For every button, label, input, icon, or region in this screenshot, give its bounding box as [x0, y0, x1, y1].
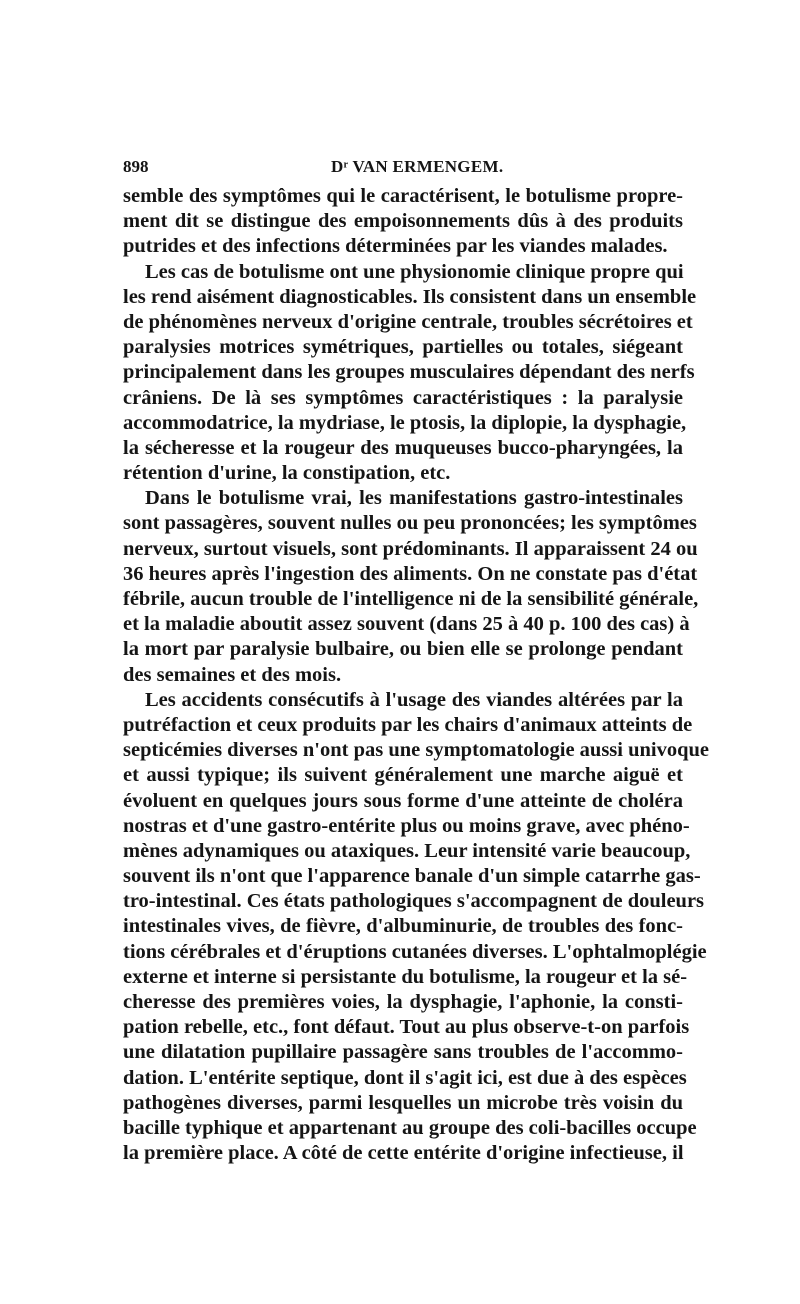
- text-line: principalement dans les groupes musculaires dépendant des nerfs: [123, 361, 695, 384]
- page-number: 898: [123, 157, 149, 176]
- text-line: nostras et d'une gastro-entérite plus ou moins grave, avec phéno-: [123, 814, 690, 837]
- text-line: intestinales vives, de fièvre, d'albuminurie, de troubles des fonc-: [123, 915, 683, 938]
- text-line: 36 heures après l'ingestion des aliments. On ne constate pas d'état: [123, 562, 698, 585]
- text-line: et aussi typique; ils suivent généralement une marche aiguë et: [123, 764, 683, 787]
- text-line: des semaines et des mois.: [123, 663, 342, 686]
- text-line: une dilatation pupillaire passagère sans troubles de l'accommo-: [123, 1041, 683, 1064]
- text-line: la mort par paralysie bulbaire, ou bien elle se prolonge pendant: [123, 638, 683, 661]
- text-line: la première place. A côté de cette entérite d'origine infectieuse, il: [123, 1142, 684, 1165]
- text-line: putrides et des infections déterminées par les viandes malades.: [123, 235, 668, 258]
- text-line: de phénomènes nerveux d'origine centrale, troubles sécrétoires et: [123, 310, 693, 333]
- text-line: paralysies motrices symétriques, partielles ou totales, siégeant: [123, 336, 683, 359]
- paragraph: [123, 260, 697, 487]
- text-line: les rend aisément diagnosticables. Ils consistent dans un ensemble: [123, 285, 697, 308]
- text-line: putréfaction et ceux produits par les chairs d'animaux atteints de: [123, 713, 693, 736]
- text-line: cheresse des premières voies, la dysphagie, l'aphonie, la consti-: [123, 991, 683, 1013]
- text-line: souvent ils n'ont que l'apparence banale d'un simple catarrhe gas-: [123, 865, 701, 888]
- paragraph: [123, 184, 683, 260]
- text-line: mènes adynamiques ou ataxiques. Leur intensité varie beaucoup,: [123, 839, 691, 862]
- text-line: fébrile, aucun trouble de l'intelligence ni de la sensibilité générale,: [123, 588, 699, 610]
- text-line: dation. L'entérite septique, dont il s'agit ici, est due à des espèces: [123, 1066, 687, 1089]
- text-line: tions cérébrales et d'éruptions cutanées diverses. L'ophtalmoplégie: [123, 940, 707, 963]
- text-line: semble des symptômes qui le caractérisent, le botulisme propre-: [123, 185, 683, 207]
- text-line: pathogènes diverses, parmi lesquelles un microbe très voisin du: [123, 1091, 683, 1114]
- body-text: [123, 184, 710, 1166]
- text-line: ment dit se distingue des empoisonnements dûs à des produits: [123, 210, 683, 233]
- page-header: [123, 157, 683, 181]
- text-line: la sécheresse et la rougeur des muqueuses bucco-pharyngées, la: [123, 436, 683, 459]
- text-line: crâniens. De là ses symptômes caractéristiques : la paralysie: [123, 386, 683, 409]
- text-line: Les cas de botulisme ont une physionomie clinique propre qui: [145, 260, 684, 283]
- text-line: septicémies diverses n'ont pas une symptomatologie aussi univoque: [123, 739, 710, 762]
- running-title: Dʳ VAN ERMENGEM.: [331, 157, 504, 176]
- text-line: rétention d'urine, la constipation, etc.: [123, 462, 451, 485]
- text-line: nerveux, surtout visuels, sont prédominants. Il apparaissent 24 ou: [123, 537, 698, 560]
- text-line: sont passagères, souvent nulles ou peu prononcées; les symptômes: [123, 512, 697, 535]
- text-line: accommodatrice, la mydriase, le ptosis, la diplopie, la dysphagie,: [123, 411, 687, 434]
- text-line: tro-intestinal. Ces états pathologiques s'accompagnent de douleurs: [123, 890, 705, 913]
- text-line: pation rebelle, etc., font défaut. Tout au plus observe-t-on parfois: [123, 1016, 690, 1039]
- paragraph: [123, 688, 710, 1167]
- paragraph: [123, 486, 699, 688]
- text-line: Dans le botulisme vrai, les manifestations gastro-intestinales: [145, 487, 683, 510]
- text-line: évoluent en quelques jours sous forme d'une atteinte de choléra: [123, 789, 683, 812]
- text-line: bacille typhique et appartenant au groupe des coli-bacilles occupe: [123, 1116, 697, 1139]
- text-line: et la maladie aboutit assez souvent (dans 25 à 40 p. 100 des cas) à: [123, 613, 690, 636]
- text-line: externe et interne si persistante du botulisme, la rougeur et la sé-: [123, 965, 688, 988]
- text-line: Les accidents consécutifs à l'usage des viandes altérées par la: [145, 688, 683, 711]
